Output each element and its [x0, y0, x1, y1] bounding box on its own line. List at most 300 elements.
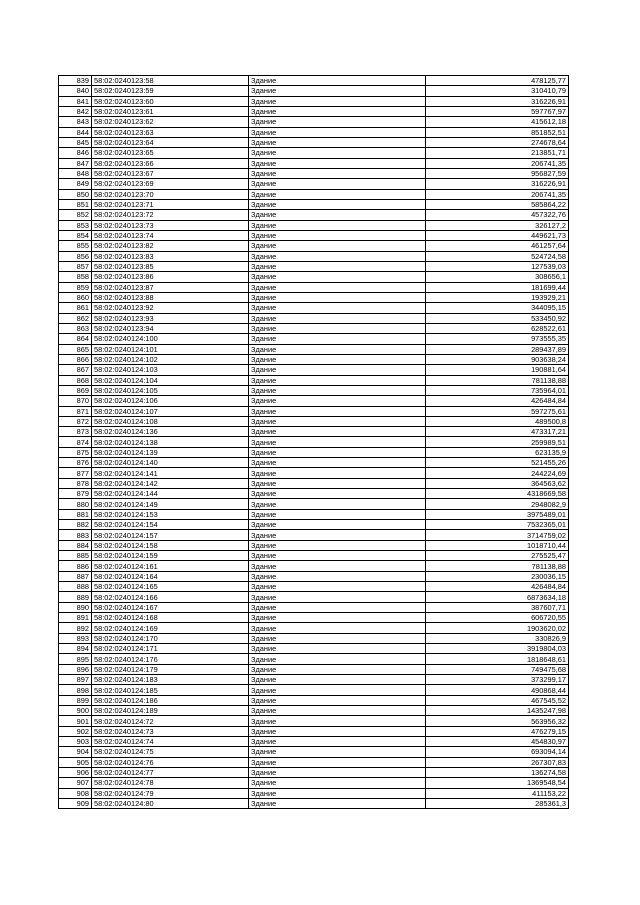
cadastral-value-cell: 597767,97 [426, 106, 569, 116]
table-row [59, 344, 569, 354]
table-row [59, 416, 569, 426]
cadastral-value-cell: 387607,71 [426, 602, 569, 612]
table-row [59, 137, 569, 147]
row-number-cell: 867 [59, 365, 92, 375]
object-type-cell: Здание [249, 220, 426, 230]
row-number-cell: 893 [59, 633, 92, 643]
object-type-cell: Здание [249, 726, 426, 736]
row-number-cell: 856 [59, 251, 92, 261]
object-type-cell: Здание [249, 716, 426, 726]
row-number-cell: 876 [59, 458, 92, 468]
row-number-cell: 881 [59, 509, 92, 519]
row-number-cell: 866 [59, 354, 92, 364]
table-row [59, 520, 569, 530]
object-type-cell: Здание [249, 675, 426, 685]
cadastral-value-cell: 1818648,61 [426, 654, 569, 664]
cadastral-number-cell: 58:02:0240124:72 [92, 716, 249, 726]
cadastral-value-cell: 316226,91 [426, 179, 569, 189]
table-row [59, 706, 569, 716]
cadastral-value-cell: 285361,3 [426, 798, 569, 808]
cadastral-value-cell: 585864,22 [426, 199, 569, 209]
row-number-cell: 843 [59, 117, 92, 127]
cadastral-value-cell: 7532365,01 [426, 520, 569, 530]
cadastral-number-cell: 58:02:0240123:88 [92, 292, 249, 302]
table-row [59, 468, 569, 478]
object-type-cell: Здание [249, 168, 426, 178]
table-row [59, 582, 569, 592]
object-type-cell: Здание [249, 798, 426, 808]
cadastral-value-cell: 426484,84 [426, 582, 569, 592]
table-row [59, 489, 569, 499]
table-row [59, 168, 569, 178]
object-type-cell: Здание [249, 86, 426, 96]
cadastral-value-cell: 693094,14 [426, 747, 569, 757]
table-row [59, 613, 569, 623]
row-number-cell: 851 [59, 199, 92, 209]
row-number-cell: 859 [59, 282, 92, 292]
table-row [59, 189, 569, 199]
cadastral-number-cell: 58:02:0240123:73 [92, 220, 249, 230]
row-number-cell: 890 [59, 602, 92, 612]
object-type-cell: Здание [249, 757, 426, 767]
object-type-cell: Здание [249, 571, 426, 581]
row-number-cell: 885 [59, 551, 92, 561]
cadastral-number-cell: 58:02:0240123:64 [92, 137, 249, 147]
object-type-cell: Здание [249, 447, 426, 457]
table-row [59, 623, 569, 633]
row-number-cell: 846 [59, 148, 92, 158]
table-row [59, 86, 569, 96]
object-type-cell: Здание [249, 623, 426, 633]
table-row [59, 375, 569, 385]
object-type-cell: Здание [249, 323, 426, 333]
row-number-cell: 886 [59, 561, 92, 571]
row-number-cell: 889 [59, 592, 92, 602]
table-row [59, 334, 569, 344]
cadastral-value-cell: 3919804,03 [426, 644, 569, 654]
object-type-cell: Здание [249, 478, 426, 488]
object-type-cell: Здание [249, 189, 426, 199]
row-number-cell: 853 [59, 220, 92, 230]
cadastral-value-cell: 426484,84 [426, 396, 569, 406]
cadastral-number-cell: 58:02:0240123:60 [92, 96, 249, 106]
table-row [59, 788, 569, 798]
row-number-cell: 860 [59, 292, 92, 302]
row-number-cell: 902 [59, 726, 92, 736]
object-type-cell: Здание [249, 613, 426, 623]
row-number-cell: 871 [59, 406, 92, 416]
cadastral-value-cell: 230036,15 [426, 571, 569, 581]
cadastral-number-cell: 58:02:0240124:102 [92, 354, 249, 364]
cadastral-number-cell: 58:02:0240123:85 [92, 261, 249, 271]
table-row [59, 199, 569, 209]
row-number-cell: 855 [59, 241, 92, 251]
object-type-cell: Здание [249, 375, 426, 385]
table-row [59, 117, 569, 127]
object-type-cell: Здание [249, 706, 426, 716]
table-row [59, 747, 569, 757]
cadastral-value-cell: 3975489,01 [426, 509, 569, 519]
table-row [59, 354, 569, 364]
cadastral-number-cell: 58:02:0240124:171 [92, 644, 249, 654]
cadastral-value-cell: 316226,91 [426, 96, 569, 106]
cadastral-number-cell: 58:02:0240124:107 [92, 406, 249, 416]
cadastral-number-cell: 58:02:0240124:136 [92, 427, 249, 437]
cadastral-value-cell: 478125,77 [426, 76, 569, 86]
cadastral-value-cell: 2948082,9 [426, 499, 569, 509]
cadastral-value-cell: 628522,61 [426, 323, 569, 333]
cadastral-value-cell: 267307,83 [426, 757, 569, 767]
row-number-cell: 862 [59, 313, 92, 323]
object-type-cell: Здание [249, 251, 426, 261]
object-type-cell: Здание [249, 334, 426, 344]
cadastral-number-cell: 58:02:0240124:158 [92, 540, 249, 550]
cadastral-value-cell: 206741,35 [426, 158, 569, 168]
table-row [59, 540, 569, 550]
cadastral-number-cell: 58:02:0240124:169 [92, 623, 249, 633]
table-row [59, 716, 569, 726]
object-type-cell: Здание [249, 540, 426, 550]
table-row [59, 592, 569, 602]
cadastral-value-cell: 1369548,54 [426, 778, 569, 788]
cadastral-value-cell: 259989,51 [426, 437, 569, 447]
cadastral-number-cell: 58:02:0240124:141 [92, 468, 249, 478]
cadastral-value-cell: 136274,58 [426, 767, 569, 777]
cadastral-value-cell: 127539,03 [426, 261, 569, 271]
object-type-cell: Здание [249, 644, 426, 654]
cadastral-value-cell: 3714759,02 [426, 530, 569, 540]
cadastral-value-cell: 373299,17 [426, 675, 569, 685]
cadastral-number-cell: 58:02:0240124:186 [92, 695, 249, 705]
row-number-cell: 850 [59, 189, 92, 199]
table-row [59, 313, 569, 323]
cadastral-value-cell: 275525,47 [426, 551, 569, 561]
object-type-cell: Здание [249, 313, 426, 323]
table-row [59, 551, 569, 561]
cadastral-number-cell: 58:02:0240123:69 [92, 179, 249, 189]
cadastral-value-cell: 781138,88 [426, 375, 569, 385]
object-type-cell: Здание [249, 582, 426, 592]
cadastral-value-cell: 851852,51 [426, 127, 569, 137]
cadastral-number-cell: 58:02:0240124:105 [92, 385, 249, 395]
table-row [59, 230, 569, 240]
object-type-cell: Здание [249, 385, 426, 395]
object-type-cell: Здание [249, 127, 426, 137]
row-number-cell: 908 [59, 788, 92, 798]
cadastral-number-cell: 58:02:0240123:93 [92, 313, 249, 323]
object-type-cell: Здание [249, 76, 426, 86]
object-type-cell: Здание [249, 778, 426, 788]
cadastral-number-cell: 58:02:0240124:74 [92, 737, 249, 747]
table-row [59, 179, 569, 189]
cadastral-number-cell: 58:02:0240124:161 [92, 561, 249, 571]
table-row [59, 675, 569, 685]
row-number-cell: 858 [59, 272, 92, 282]
table-row [59, 530, 569, 540]
object-type-cell: Здание [249, 158, 426, 168]
row-number-cell: 861 [59, 303, 92, 313]
table-row [59, 654, 569, 664]
row-number-cell: 840 [59, 86, 92, 96]
row-number-cell: 884 [59, 540, 92, 550]
cadastral-number-cell: 58:02:0240123:63 [92, 127, 249, 137]
object-type-cell: Здание [249, 179, 426, 189]
cadastral-number-cell: 58:02:0240124:80 [92, 798, 249, 808]
object-type-cell: Здание [249, 633, 426, 643]
cadastral-number-cell: 58:02:0240124:139 [92, 447, 249, 457]
cadastral-value-cell: 1435247,98 [426, 706, 569, 716]
cadastral-number-cell: 58:02:0240124:153 [92, 509, 249, 519]
table-row [59, 76, 569, 86]
cadastral-value-cell: 490868,44 [426, 685, 569, 695]
object-type-cell: Здание [249, 695, 426, 705]
table-row [59, 447, 569, 457]
object-type-cell: Здание [249, 530, 426, 540]
row-number-cell: 899 [59, 695, 92, 705]
table-row [59, 664, 569, 674]
table-row [59, 726, 569, 736]
cadastral-number-cell: 58:02:0240123:94 [92, 323, 249, 333]
table-row [59, 458, 569, 468]
table-row [59, 778, 569, 788]
object-type-cell: Здание [249, 685, 426, 695]
table-row [59, 602, 569, 612]
object-type-cell: Здание [249, 230, 426, 240]
row-number-cell: 864 [59, 334, 92, 344]
cadastral-value-cell: 749475,68 [426, 664, 569, 674]
row-number-cell: 877 [59, 468, 92, 478]
cadastral-value-cell: 1903620,02 [426, 623, 569, 633]
object-type-cell: Здание [249, 654, 426, 664]
row-number-cell: 863 [59, 323, 92, 333]
object-type-cell: Здание [249, 292, 426, 302]
table-row [59, 644, 569, 654]
cadastral-value-cell: 524724,58 [426, 251, 569, 261]
row-number-cell: 903 [59, 737, 92, 747]
row-number-cell: 847 [59, 158, 92, 168]
table-row [59, 406, 569, 416]
cadastral-value-cell: 973555,35 [426, 334, 569, 344]
cadastral-number-cell: 58:02:0240124:167 [92, 602, 249, 612]
row-number-cell: 894 [59, 644, 92, 654]
cadastral-value-cell: 735964,01 [426, 385, 569, 395]
table-row [59, 292, 569, 302]
object-type-cell: Здание [249, 737, 426, 747]
row-number-cell: 906 [59, 767, 92, 777]
object-type-cell: Здание [249, 561, 426, 571]
row-number-cell: 905 [59, 757, 92, 767]
cadastral-number-cell: 58:02:0240123:59 [92, 86, 249, 96]
cadastral-number-cell: 58:02:0240124:170 [92, 633, 249, 643]
row-number-cell: 841 [59, 96, 92, 106]
table-row [59, 251, 569, 261]
object-type-cell: Здание [249, 261, 426, 271]
object-type-cell: Здание [249, 499, 426, 509]
object-type-cell: Здание [249, 210, 426, 220]
cadastral-value-cell: 473317,21 [426, 427, 569, 437]
object-type-cell: Здание [249, 117, 426, 127]
cadastral-value-cell: 597275,61 [426, 406, 569, 416]
cadastral-number-cell: 58:02:0240124:154 [92, 520, 249, 530]
object-type-cell: Здание [249, 241, 426, 251]
row-number-cell: 901 [59, 716, 92, 726]
cadastral-value-cell: 461257,64 [426, 241, 569, 251]
cadastral-value-cell: 457322,76 [426, 210, 569, 220]
cadastral-number-cell: 58:02:0240124:189 [92, 706, 249, 716]
row-number-cell: 854 [59, 230, 92, 240]
cadastral-number-cell: 58:02:0240124:79 [92, 788, 249, 798]
cadastral-value-cell: 956827,59 [426, 168, 569, 178]
table-row [59, 437, 569, 447]
cadastral-number-cell: 58:02:0240123:66 [92, 158, 249, 168]
row-number-cell: 891 [59, 613, 92, 623]
row-number-cell: 874 [59, 437, 92, 447]
row-number-cell: 898 [59, 685, 92, 695]
cadastral-number-cell: 58:02:0240124:179 [92, 664, 249, 674]
table-row [59, 478, 569, 488]
cadastral-value-cell: 310410,79 [426, 86, 569, 96]
object-type-cell: Здание [249, 137, 426, 147]
object-type-cell: Здание [249, 458, 426, 468]
row-number-cell: 865 [59, 344, 92, 354]
object-type-cell: Здание [249, 551, 426, 561]
table-row [59, 210, 569, 220]
row-number-cell: 849 [59, 179, 92, 189]
row-number-cell: 892 [59, 623, 92, 633]
table-row [59, 148, 569, 158]
cadastral-number-cell: 58:02:0240124:176 [92, 654, 249, 664]
row-number-cell: 882 [59, 520, 92, 530]
cadastral-number-cell: 58:02:0240124:144 [92, 489, 249, 499]
cadastral-value-cell: 213851,71 [426, 148, 569, 158]
table-row [59, 303, 569, 313]
registry-table [58, 75, 569, 809]
cadastral-value-cell: 274678,64 [426, 137, 569, 147]
cadastral-number-cell: 58:02:0240124:185 [92, 685, 249, 695]
cadastral-value-cell: 289437,89 [426, 344, 569, 354]
row-number-cell: 900 [59, 706, 92, 716]
cadastral-number-cell: 58:02:0240123:86 [92, 272, 249, 282]
cadastral-value-cell: 244224,69 [426, 468, 569, 478]
cadastral-value-cell: 623135,9 [426, 447, 569, 457]
object-type-cell: Здание [249, 747, 426, 757]
object-type-cell: Здание [249, 520, 426, 530]
cadastral-number-cell: 58:02:0240123:70 [92, 189, 249, 199]
table-row [59, 695, 569, 705]
cadastral-number-cell: 58:02:0240123:83 [92, 251, 249, 261]
cadastral-number-cell: 58:02:0240123:87 [92, 282, 249, 292]
object-type-cell: Здание [249, 303, 426, 313]
cadastral-number-cell: 58:02:0240123:58 [92, 76, 249, 86]
cadastral-number-cell: 58:02:0240123:67 [92, 168, 249, 178]
cadastral-number-cell: 58:02:0240124:104 [92, 375, 249, 385]
table-row [59, 633, 569, 643]
table-row [59, 385, 569, 395]
object-type-cell: Здание [249, 602, 426, 612]
row-number-cell: 887 [59, 571, 92, 581]
cadastral-number-cell: 58:02:0240124:100 [92, 334, 249, 344]
row-number-cell: 842 [59, 106, 92, 116]
table-row [59, 282, 569, 292]
table-row [59, 127, 569, 137]
cadastral-number-cell: 58:02:0240124:164 [92, 571, 249, 581]
object-type-cell: Здание [249, 106, 426, 116]
object-type-cell: Здание [249, 489, 426, 499]
row-number-cell: 880 [59, 499, 92, 509]
cadastral-value-cell: 533450,92 [426, 313, 569, 323]
table-row [59, 106, 569, 116]
table-row [59, 365, 569, 375]
cadastral-number-cell: 58:02:0240124:165 [92, 582, 249, 592]
table-row [59, 737, 569, 747]
cadastral-value-cell: 449621,73 [426, 230, 569, 240]
table-row [59, 561, 569, 571]
cadastral-number-cell: 58:02:0240123:74 [92, 230, 249, 240]
row-number-cell: 845 [59, 137, 92, 147]
row-number-cell: 852 [59, 210, 92, 220]
row-number-cell: 897 [59, 675, 92, 685]
cadastral-value-cell: 781138,88 [426, 561, 569, 571]
object-type-cell: Здание [249, 406, 426, 416]
table-row [59, 499, 569, 509]
object-type-cell: Здание [249, 468, 426, 478]
table-row [59, 261, 569, 271]
row-number-cell: 839 [59, 76, 92, 86]
cadastral-number-cell: 58:02:0240124:157 [92, 530, 249, 540]
cadastral-value-cell: 330826,9 [426, 633, 569, 643]
cadastral-value-cell: 903638,24 [426, 354, 569, 364]
row-number-cell: 909 [59, 798, 92, 808]
cadastral-number-cell: 58:02:0240124:77 [92, 767, 249, 777]
cadastral-number-cell: 58:02:0240124:73 [92, 726, 249, 736]
object-type-cell: Здание [249, 354, 426, 364]
cadastral-number-cell: 58:02:0240123:71 [92, 199, 249, 209]
object-type-cell: Здание [249, 509, 426, 519]
object-type-cell: Здание [249, 767, 426, 777]
cadastral-number-cell: 58:02:0240124:159 [92, 551, 249, 561]
object-type-cell: Здание [249, 365, 426, 375]
row-number-cell: 872 [59, 416, 92, 426]
row-number-cell: 844 [59, 127, 92, 137]
table-row [59, 767, 569, 777]
cadastral-value-cell: 6873634,18 [426, 592, 569, 602]
row-number-cell: 857 [59, 261, 92, 271]
object-type-cell: Здание [249, 788, 426, 798]
object-type-cell: Здание [249, 282, 426, 292]
cadastral-value-cell: 181699,44 [426, 282, 569, 292]
cadastral-value-cell: 190881,64 [426, 365, 569, 375]
cadastral-value-cell: 521455,26 [426, 458, 569, 468]
cadastral-value-cell: 193929,21 [426, 292, 569, 302]
table-row [59, 241, 569, 251]
row-number-cell: 873 [59, 427, 92, 437]
row-number-cell: 870 [59, 396, 92, 406]
cadastral-value-cell: 206741,35 [426, 189, 569, 199]
cadastral-value-cell: 364563,62 [426, 478, 569, 488]
cadastral-value-cell: 454830,97 [426, 737, 569, 747]
table-row [59, 396, 569, 406]
cadastral-number-cell: 58:02:0240123:82 [92, 241, 249, 251]
cadastral-value-cell: 563956,32 [426, 716, 569, 726]
cadastral-value-cell: 606720,55 [426, 613, 569, 623]
cadastral-number-cell: 58:02:0240124:103 [92, 365, 249, 375]
cadastral-number-cell: 58:02:0240123:65 [92, 148, 249, 158]
cadastral-value-cell: 476279,15 [426, 726, 569, 736]
cadastral-value-cell: 467545,52 [426, 695, 569, 705]
cadastral-number-cell: 58:02:0240124:76 [92, 757, 249, 767]
row-number-cell: 875 [59, 447, 92, 457]
row-number-cell: 848 [59, 168, 92, 178]
